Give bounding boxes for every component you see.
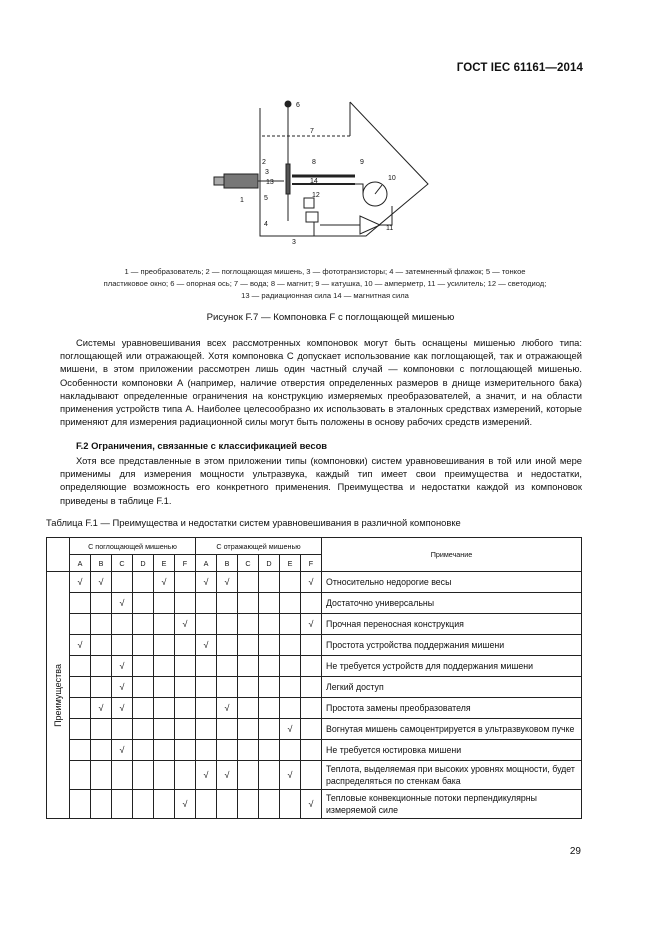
check-cell	[154, 614, 175, 635]
table-row	[47, 614, 582, 635]
check-cell	[280, 677, 301, 698]
column-header: D	[259, 555, 280, 572]
check-cell	[259, 698, 280, 719]
check-cell	[175, 719, 196, 740]
note-cell: Достаточно универсальны	[322, 593, 582, 614]
check-cell	[154, 635, 175, 656]
check-cell	[280, 572, 301, 593]
table-row	[47, 698, 582, 719]
table-row	[47, 790, 582, 819]
check-cell	[154, 719, 175, 740]
check-cell	[133, 656, 154, 677]
check-cell	[70, 698, 91, 719]
paragraph-2-text: Хотя все представленные в этом приложении типы (компоновки) систем уравновешивания в той или иной мере применимы для измерения мощности ультразвука, каждый тип имеет свои преимущества и недостатки, определяющие возможность его конкретного применения. Преимущества и недостатки каждой из компоновок приведены в таблице F.1.	[60, 455, 582, 506]
fig-label-11: 11	[386, 225, 394, 232]
check-cell	[91, 761, 112, 790]
fig-label-4: 4	[264, 221, 268, 228]
note-cell: Простота замены преобразователя	[322, 698, 582, 719]
check-cell: √	[175, 790, 196, 819]
check-cell	[238, 698, 259, 719]
check-cell	[196, 740, 217, 761]
check-cell	[154, 656, 175, 677]
check-cell: √	[175, 614, 196, 635]
check-cell	[196, 790, 217, 819]
row-group-label-cell	[47, 572, 70, 819]
check-cell	[154, 740, 175, 761]
table-row	[47, 740, 582, 761]
check-cell	[301, 635, 322, 656]
check-cell	[259, 614, 280, 635]
check-cell	[154, 761, 175, 790]
column-header: A	[196, 555, 217, 572]
check-cell	[70, 593, 91, 614]
note-cell: Относительно недорогие весы	[322, 572, 582, 593]
check-cell	[301, 761, 322, 790]
check-cell	[133, 614, 154, 635]
check-cell	[133, 740, 154, 761]
check-cell	[259, 677, 280, 698]
absorbing-target	[286, 164, 290, 194]
check-cell	[133, 677, 154, 698]
check-cell	[301, 740, 322, 761]
check-cell: √	[196, 572, 217, 593]
check-cell	[217, 614, 238, 635]
check-cell	[175, 761, 196, 790]
check-cell	[217, 656, 238, 677]
figure-f7-diagram	[210, 96, 430, 246]
column-header: D	[133, 555, 154, 572]
column-header: F	[175, 555, 196, 572]
column-header: A	[70, 555, 91, 572]
check-cell	[280, 698, 301, 719]
table-body	[47, 572, 582, 819]
group-reflecting-header: С отражающей мишенью	[196, 538, 322, 555]
check-cell	[196, 698, 217, 719]
check-cell	[112, 719, 133, 740]
check-cell: √	[217, 698, 238, 719]
check-cell	[70, 761, 91, 790]
check-cell	[259, 656, 280, 677]
check-cell	[301, 698, 322, 719]
check-cell	[133, 698, 154, 719]
check-cell: √	[112, 656, 133, 677]
check-cell	[133, 761, 154, 790]
check-cell	[70, 656, 91, 677]
check-cell: √	[301, 790, 322, 819]
check-cell	[238, 614, 259, 635]
note-header: Примечание	[322, 538, 582, 572]
note-cell: Легкий доступ	[322, 677, 582, 698]
check-cell	[154, 677, 175, 698]
check-cell	[175, 698, 196, 719]
fig-label-6: 6	[296, 102, 300, 109]
check-cell	[154, 593, 175, 614]
comparison-table	[46, 537, 582, 819]
table-row	[47, 677, 582, 698]
check-cell	[301, 593, 322, 614]
check-cell: √	[280, 761, 301, 790]
check-cell	[238, 677, 259, 698]
fig-label-3b: 3	[292, 239, 296, 246]
support-axis	[285, 101, 291, 107]
check-cell	[133, 572, 154, 593]
check-cell	[238, 719, 259, 740]
check-cell	[259, 740, 280, 761]
fig-label-13: 13	[266, 179, 274, 186]
check-cell	[238, 656, 259, 677]
check-cell	[112, 635, 133, 656]
check-cell	[259, 761, 280, 790]
check-cell	[70, 614, 91, 635]
figure-caption: Рисунок F.7 — Компоновка F с поглощающей мишенью	[206, 312, 455, 323]
row-group-label: Преимущества	[53, 663, 63, 727]
note-cell: Вогнутая мишень самоцентрируется в ультразвуковом пучке	[322, 719, 582, 740]
check-cell	[217, 790, 238, 819]
check-cell	[196, 656, 217, 677]
check-cell: √	[70, 635, 91, 656]
check-cell	[280, 740, 301, 761]
led	[304, 198, 314, 208]
check-cell	[175, 677, 196, 698]
check-cell	[238, 790, 259, 819]
check-cell	[217, 677, 238, 698]
check-cell	[280, 593, 301, 614]
column-header: E	[154, 555, 175, 572]
check-cell	[133, 790, 154, 819]
check-cell: √	[196, 761, 217, 790]
check-cell: √	[280, 719, 301, 740]
check-cell	[238, 593, 259, 614]
check-cell: √	[196, 635, 217, 656]
check-cell	[259, 572, 280, 593]
check-cell	[280, 614, 301, 635]
check-cell	[196, 719, 217, 740]
note-cell: Теплота, выделяемая при высоких уровнях мощности, будет распределяться по стенкам бака	[322, 761, 582, 790]
group-absorbing-header: С поглощающей мишенью	[70, 538, 196, 555]
check-cell	[175, 656, 196, 677]
note-cell: Не требуется юстировка мишени	[322, 740, 582, 761]
column-header: E	[280, 555, 301, 572]
amplifier	[360, 216, 380, 234]
check-cell	[112, 761, 133, 790]
fig-label-8: 8	[312, 159, 316, 166]
check-cell: √	[112, 677, 133, 698]
check-cell	[196, 614, 217, 635]
legend-line-3: 13 — радиационная сила 14 — магнитная сила	[241, 291, 409, 300]
fig-label-5: 5	[264, 195, 268, 202]
check-cell	[91, 677, 112, 698]
transducer	[224, 174, 258, 188]
page-number: 29	[569, 846, 581, 857]
check-cell	[259, 790, 280, 819]
check-cell	[91, 593, 112, 614]
check-cell	[196, 677, 217, 698]
column-header: B	[91, 555, 112, 572]
check-cell	[154, 790, 175, 819]
fig-label-9: 9	[360, 159, 364, 166]
check-cell	[217, 635, 238, 656]
note-cell: Не требуется устройств для поддержания мишени	[322, 656, 582, 677]
note-cell: Простота устройства поддержания мишени	[322, 635, 582, 656]
paragraph-1-text: Системы уравновешивания всех рассмотренных компоновок могут быть оснащены мишенью любого типа: поглощающей или отражающей. Хотя компоновка С допускает использование как поглощающей, так и отражающей мишени, в этом приложении рассмотрен лишь один частный случай — компоновки с поглощающей мишенью. Особенности компоновки А (например, наличие отверстия определенных размеров в днище измерительного бака) накладывают определенные ограничения на конструкцию измеряемых преобразователей, а значит, и на области применения устройств типа А. Наиболее целесообразно их использовать в эталонных средствах измерений, которые применяют для измерения радиационной силы могут быть положены в основу рабочих средств измерений.	[60, 337, 582, 428]
paragraph-1	[60, 336, 582, 428]
check-cell	[280, 635, 301, 656]
check-cell	[70, 719, 91, 740]
legend-line-1: 1 — преобразователь; 2 — поглощающая мишень, 3 — фототранзисторы; 4 — затемненный флажок; 5 — тонкое	[124, 267, 526, 276]
check-cell	[217, 719, 238, 740]
check-cell	[259, 719, 280, 740]
check-cell: √	[301, 614, 322, 635]
check-cell	[133, 593, 154, 614]
check-cell	[112, 572, 133, 593]
check-cell	[280, 656, 301, 677]
check-cell	[91, 719, 112, 740]
fig-label-12: 12	[312, 192, 320, 199]
table-row	[47, 593, 582, 614]
check-cell	[175, 635, 196, 656]
check-cell	[238, 572, 259, 593]
check-cell: √	[301, 572, 322, 593]
fig-label-2: 2	[262, 159, 266, 166]
check-cell	[154, 698, 175, 719]
check-cell	[280, 790, 301, 819]
column-header: C	[112, 555, 133, 572]
check-cell: √	[91, 572, 112, 593]
check-cell	[112, 790, 133, 819]
check-cell	[238, 761, 259, 790]
check-cell	[91, 740, 112, 761]
check-cell: √	[154, 572, 175, 593]
document-header: ГОСТ IEC 61161—2014	[456, 62, 583, 74]
figure-legend	[60, 266, 590, 302]
check-cell: √	[91, 698, 112, 719]
check-cell: √	[112, 593, 133, 614]
check-cell: √	[112, 740, 133, 761]
column-header: B	[217, 555, 238, 572]
check-cell	[301, 677, 322, 698]
check-cell: √	[217, 572, 238, 593]
check-cell	[70, 740, 91, 761]
note-cell: Прочная переносная конструкция	[322, 614, 582, 635]
check-cell	[196, 593, 217, 614]
check-cell	[91, 656, 112, 677]
check-cell	[91, 790, 112, 819]
paragraph-2	[60, 454, 582, 507]
check-cell	[259, 635, 280, 656]
column-header: F	[301, 555, 322, 572]
check-cell: √	[217, 761, 238, 790]
check-cell	[217, 593, 238, 614]
check-cell: √	[112, 698, 133, 719]
column-header: C	[238, 555, 259, 572]
table-row	[47, 572, 582, 593]
check-cell	[301, 656, 322, 677]
fig-label-14: 14	[310, 178, 318, 185]
check-cell	[238, 635, 259, 656]
table-row	[47, 761, 582, 790]
check-cell	[133, 719, 154, 740]
fig-label-10: 10	[388, 175, 396, 182]
check-cell	[70, 677, 91, 698]
note-cell: Тепловые конвекционные потоки перпендикулярны измеряемой силе	[322, 790, 582, 819]
fig-label-7: 7	[310, 128, 314, 135]
fig-label-1: 1	[240, 197, 244, 204]
table-row	[47, 635, 582, 656]
check-cell	[175, 593, 196, 614]
check-cell	[238, 740, 259, 761]
table-caption: Таблица F.1 — Преимущества и недостатки систем уравновешивания в различной компоновке	[46, 517, 461, 528]
section-title: F.2 Ограничения, связанные с классификацией весов	[76, 440, 328, 451]
check-cell	[91, 614, 112, 635]
table-row	[47, 719, 582, 740]
check-cell	[91, 635, 112, 656]
check-cell	[70, 790, 91, 819]
check-cell	[217, 740, 238, 761]
check-cell	[133, 635, 154, 656]
check-cell	[175, 572, 196, 593]
corner-cell	[47, 538, 70, 572]
legend-line-2: пластиковое окно; 6 — опорная ось; 7 — вода; 8 — магнит; 9 — катушка, 10 — амперметр, 11 — усилитель; 12 — светодиод;	[103, 279, 547, 288]
check-cell	[301, 719, 322, 740]
check-cell	[112, 614, 133, 635]
fig-label-3: 3	[265, 169, 269, 176]
check-cell	[259, 593, 280, 614]
check-cell: √	[70, 572, 91, 593]
table-row	[47, 656, 582, 677]
check-cell	[175, 740, 196, 761]
